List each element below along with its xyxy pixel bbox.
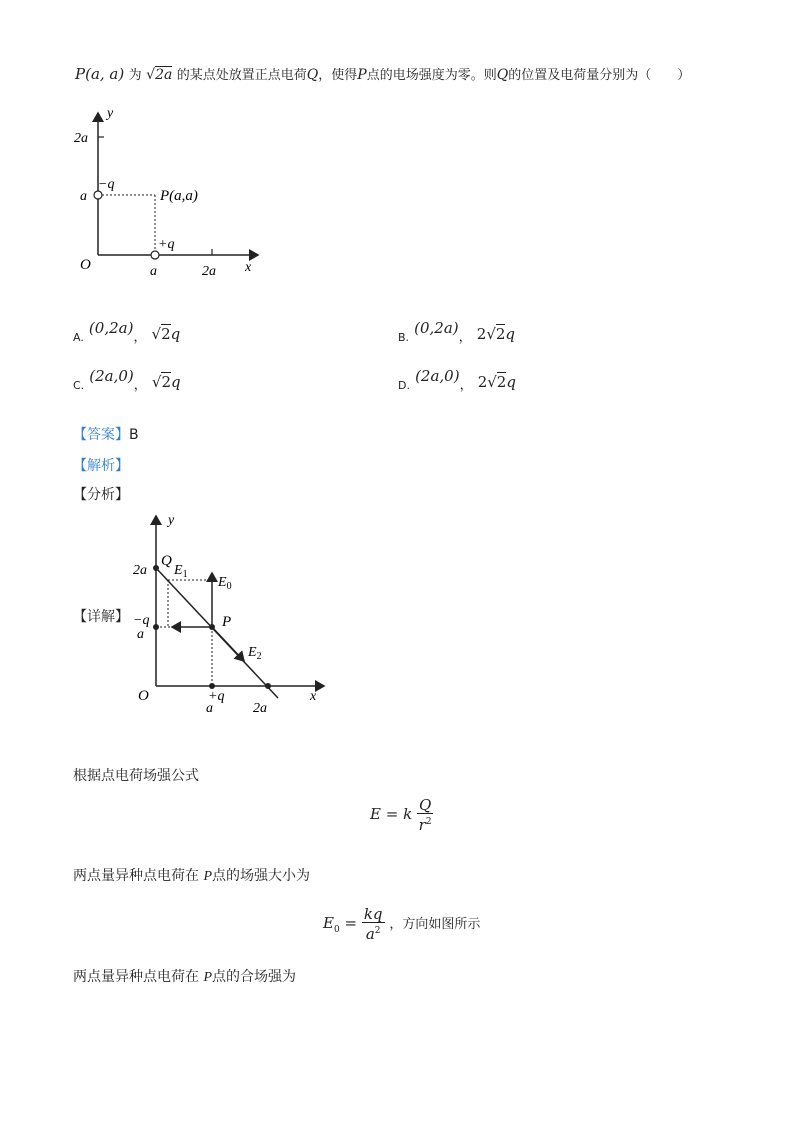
option-c-sep: ，: [133, 378, 147, 393]
option-d-coord: (2a,0): [415, 367, 460, 385]
fig2-e0-label: $E_0$: [218, 575, 232, 592]
question-prefix: 为: [128, 68, 142, 83]
fig2-x-label: x: [310, 689, 317, 704]
analysis-label: 【解析】: [73, 458, 129, 474]
option-d-value: 2√2q: [477, 373, 516, 391]
option-b-coord: (0,2a): [414, 319, 459, 337]
option-d[interactable]: [398, 367, 516, 393]
line-3: 两点量异种点电荷在 P点的合场强为: [73, 969, 297, 985]
option-b-sep: ，: [458, 330, 472, 345]
option-b-value: 2√2q: [476, 325, 516, 343]
fig1-neg-charge-dot: [94, 191, 102, 199]
fig2-origin: O: [138, 688, 149, 704]
fig1-origin: O: [80, 257, 91, 273]
question-text: 的某点处放置正点电荷: [176, 68, 307, 83]
option-c-letter: C.: [73, 379, 85, 392]
option-c-coord: (2a,0): [89, 367, 134, 385]
xiangjie-label: 【详解】: [73, 609, 129, 625]
option-a-sep: ，: [133, 330, 147, 345]
question-sqrt: √2a: [146, 67, 173, 83]
answer-label: 【答案】: [73, 427, 129, 443]
fig1-x-tick-2a: 2a: [202, 264, 216, 279]
question-p: P: [357, 67, 367, 83]
figure-2: [128, 510, 338, 720]
fig1-y-tick-2a: 2a: [74, 131, 88, 146]
fig2-x-tick-a: a: [206, 701, 213, 716]
fig1-point-p: P(a,a): [160, 188, 198, 204]
fig2-e1-label: $E_1$: [174, 563, 188, 580]
fig2-p-label: P: [222, 614, 232, 630]
question-text3: 点的电场强度为零。则: [366, 68, 497, 83]
option-a-value: √2q: [151, 325, 181, 343]
fig2-pos-q: +q: [208, 689, 225, 704]
fig1-pos-charge-dot: [151, 251, 159, 259]
fig1-pos-charge: +q: [158, 237, 175, 252]
option-d-sep: ，: [459, 378, 473, 393]
question-point-label: P(a, a): [75, 65, 125, 83]
option-b[interactable]: [398, 319, 516, 345]
fig2-x-tick-2a: 2a: [253, 701, 267, 716]
option-a[interactable]: [73, 319, 181, 345]
fig2-y-tick-a: a: [137, 627, 144, 642]
fig2-y-label: y: [168, 513, 175, 528]
fig2-e2-arrow: [212, 627, 244, 661]
question-q2: Q: [496, 67, 509, 83]
question-q: Q: [306, 67, 319, 83]
question-text4: 的位置及电荷量分别为（ ）: [508, 68, 691, 83]
option-b-letter: B.: [398, 331, 410, 344]
question-text2: ，使得: [318, 68, 358, 83]
option-d-letter: D.: [398, 379, 410, 392]
fig2-e2-label: $E_2$: [248, 645, 262, 662]
option-c-value: √2q: [151, 373, 181, 391]
line-2: 两点量异种点电荷在 P点的场强大小为: [73, 868, 311, 884]
figure-1: [70, 105, 270, 280]
formula-2: $E_0$ = $\frac{kq}{a^2}$ ，方向如图所示: [323, 905, 481, 943]
fenxi-label: 【分析】: [73, 487, 129, 503]
formula-intro: 根据点电荷场强公式: [73, 768, 199, 784]
option-a-letter: A.: [73, 331, 84, 344]
fig2-q-label: Q: [161, 553, 172, 569]
fig1-neg-charge: −q: [98, 177, 115, 192]
option-c[interactable]: [73, 367, 181, 393]
option-a-coord: (0,2a): [88, 319, 134, 337]
fig2-neg-q: −q: [133, 613, 150, 628]
fig1-y-label: y: [107, 106, 114, 121]
answer-value: B: [129, 427, 139, 443]
fig2-y-tick-2a: 2a: [133, 563, 147, 578]
fig1-x-label: x: [245, 260, 252, 275]
fig1-y-tick-a: a: [80, 189, 87, 204]
formula-1: E = k $\frac{Q}{r^2}$: [370, 796, 432, 834]
question-line: [75, 64, 755, 83]
answer-line: [73, 424, 139, 444]
fig1-x-tick-a: a: [150, 264, 157, 279]
